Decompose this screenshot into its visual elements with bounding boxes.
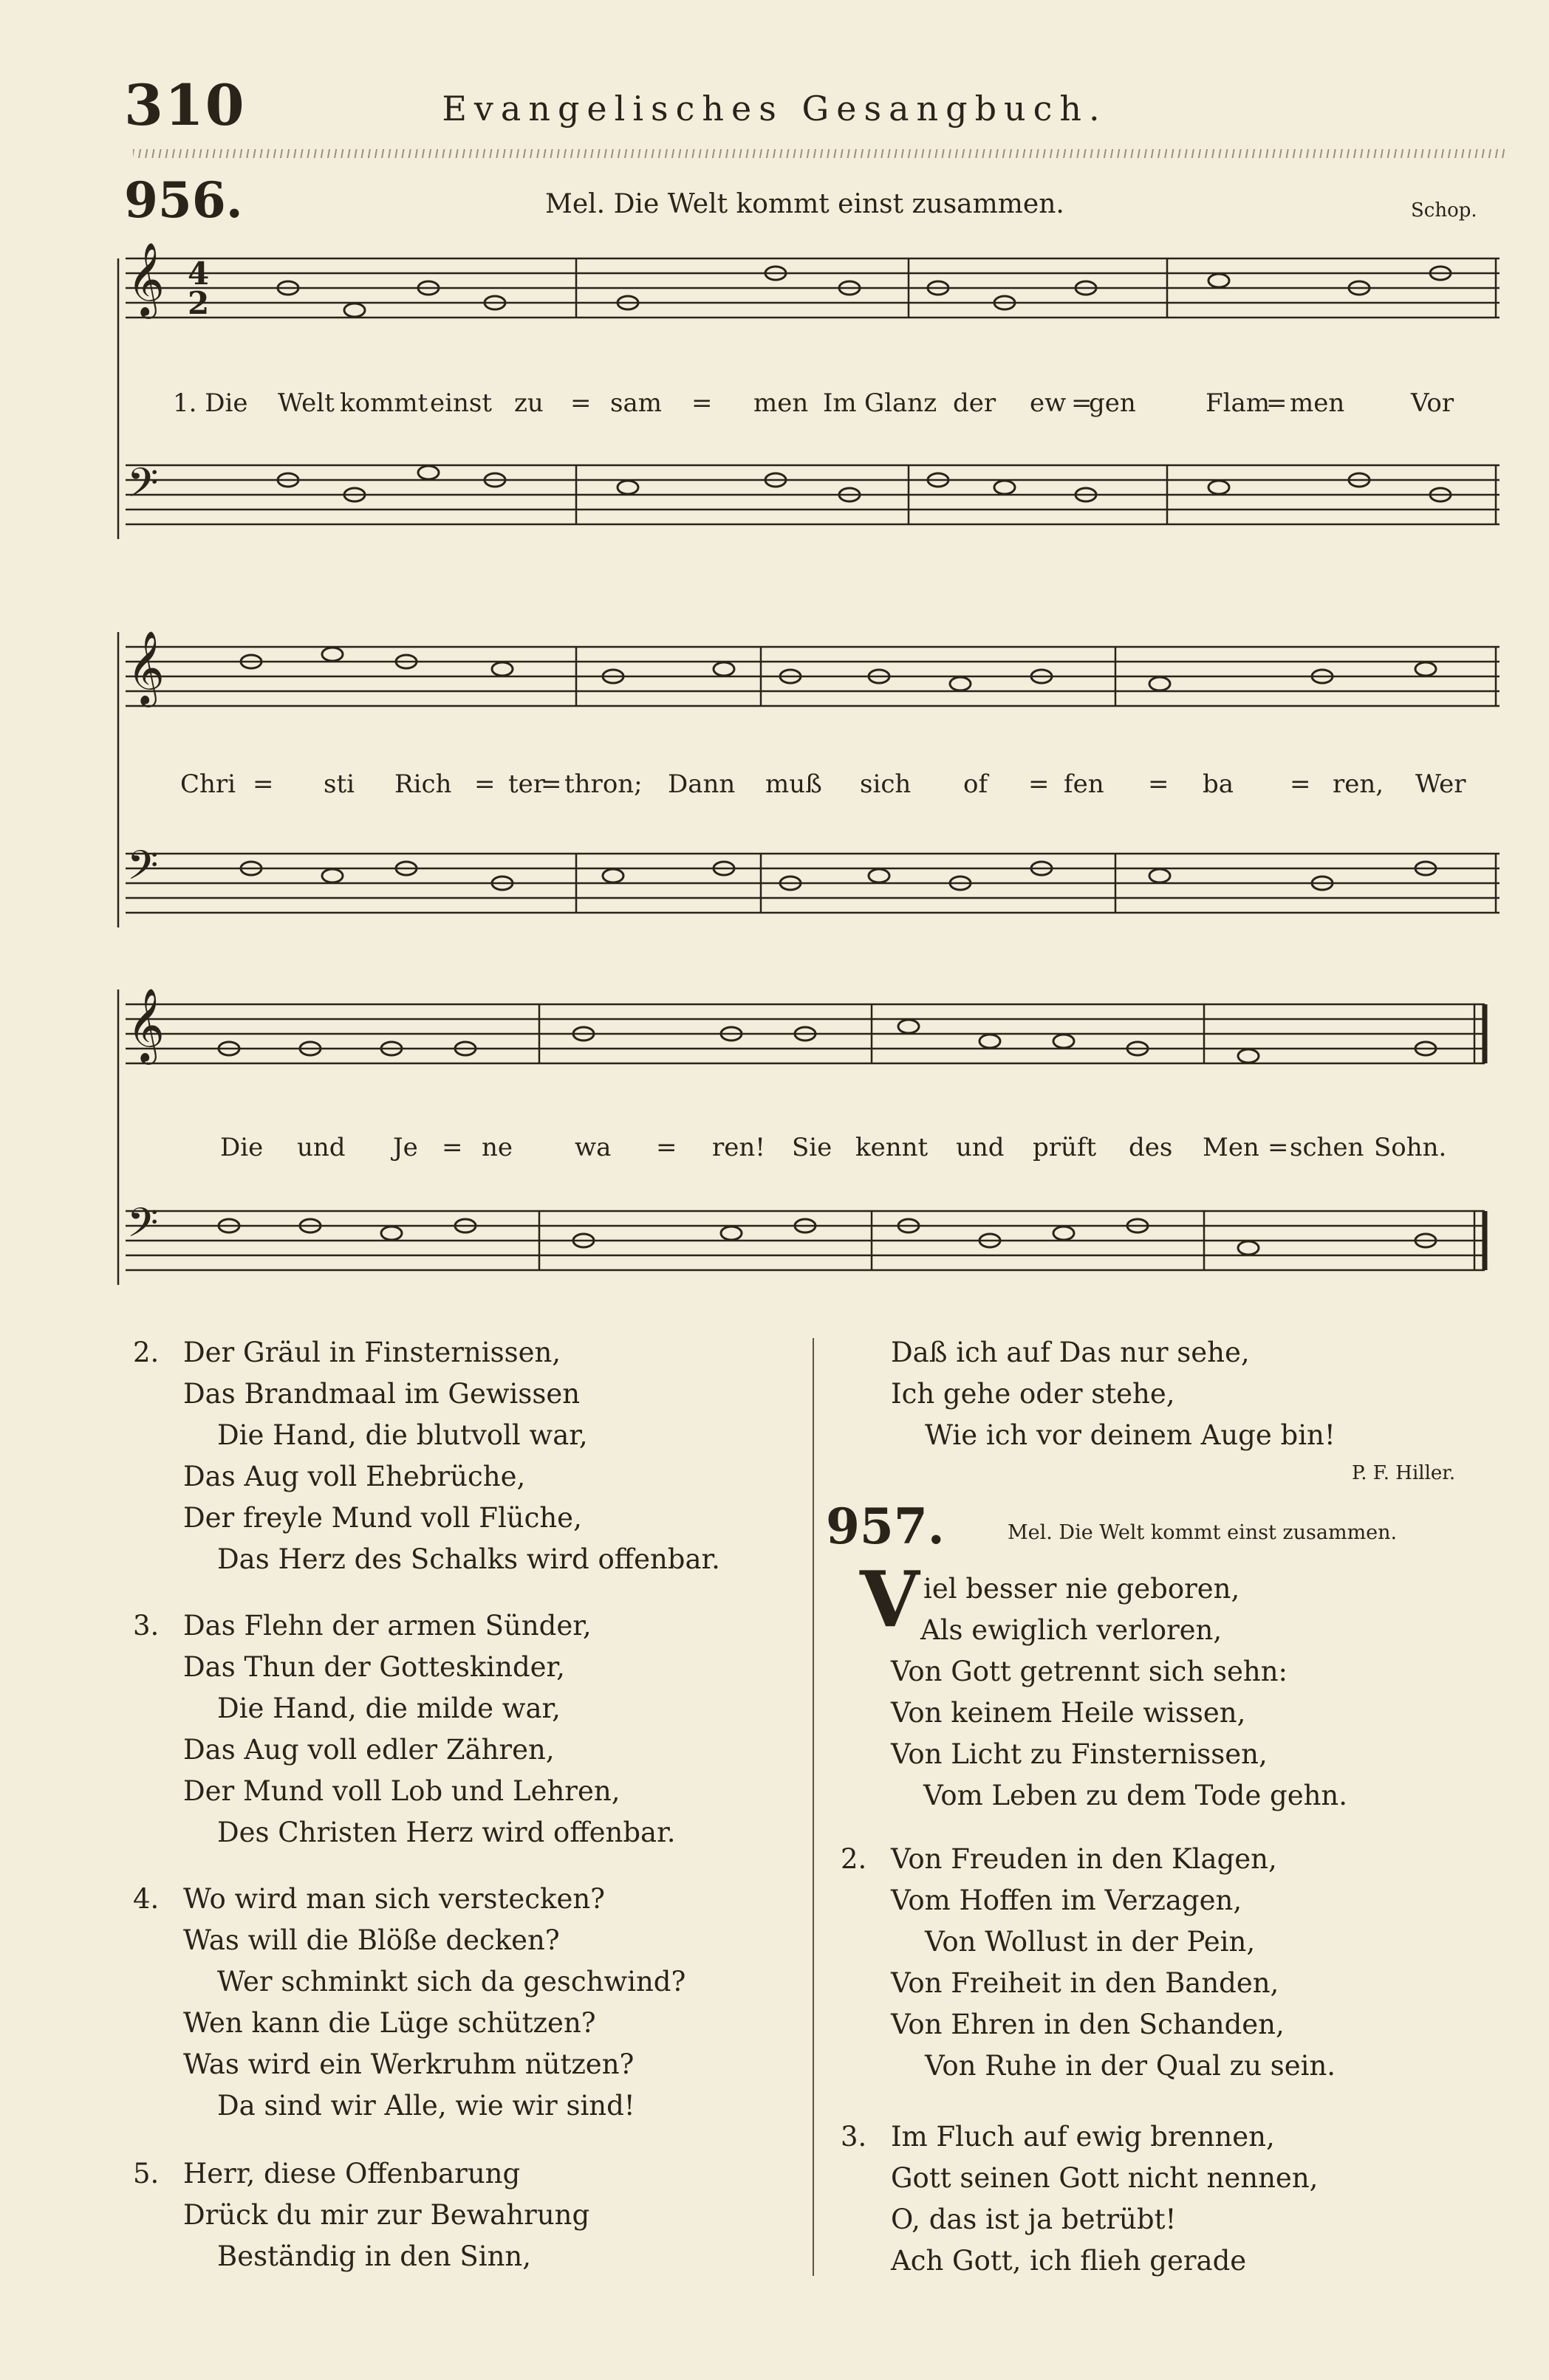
lyric-syllable: der [953,388,996,418]
verse-number: 3. [841,2121,867,2153]
verse-5 [133,2153,590,2277]
bass-clef-icon: 𝄢 [127,459,159,516]
verse-line: Von Ruhe in der Qual zu sein. [925,2050,1336,2082]
verse-line: Wo wird man sich verstecken? [183,1883,606,1915]
verse-4 [133,1879,686,2127]
lyric-syllable: Glanz [864,388,937,418]
verse-line: Drück du mir zur Bewahrung [183,2199,590,2231]
lyric-syllable: of [963,769,988,799]
treble-clef-icon: 𝄞 [127,631,165,704]
verse-number: 5. [133,2158,160,2189]
column-divider [813,1338,814,2276]
lyric-syllable: thron; [564,769,643,799]
lyric-syllable: zu [514,388,544,418]
lyric-syllable: ren, [1333,769,1384,799]
lyric-syllable: Sohn. [1374,1133,1447,1162]
lyric-syllable: muß [765,769,822,799]
lyric-syllable: kennt [855,1133,929,1162]
verse-line: Wie ich vor deinem Auge bin! [925,1419,1336,1451]
lyric-syllable: = [1071,388,1092,418]
verse-line: Das Herz des Schalks wird offenbar. [217,1543,720,1575]
treble-clef-icon: 𝄞 [127,242,165,316]
verse-line: Das Thun der Gotteskinder, [183,1651,565,1683]
lyric-syllable: wa [575,1133,612,1162]
hymn-number-956: 956. [124,171,243,229]
lyric-syllable: 1. Die [173,388,248,418]
lyric-syllable: ter [508,769,546,799]
lyric-syllable: des [1129,1133,1173,1162]
lyric-syllable: ren! [712,1133,765,1162]
lyric-syllable: und [956,1133,1005,1162]
verse-line: Was will die Blöße decken? [183,1924,560,1956]
verse-line: Was wird ein Werkruhm nützen? [183,2048,635,2080]
verse-line: O, das ist ja betrübt! [891,2204,1177,2235]
verse-number: 2. [133,1337,160,1368]
verse-line: Von Ehren in den Schanden, [891,2009,1285,2040]
lyric-syllable: = [570,388,592,418]
lyrics-system-3 [220,1133,1520,1165]
lyric-syllable: = [656,1133,677,1162]
verse-line: Vom Hoffen im Verzagen, [891,1885,1242,1916]
verse-line: Gott seinen Gott nicht nennen, [891,2162,1319,2194]
lyric-syllable: sti [324,769,355,799]
lyric-syllable: Rich [394,769,452,799]
verse-line: Von Wollust in der Pein, [925,1926,1256,1958]
verse-number: 4. [133,1883,160,1915]
lyric-syllable: Sie [792,1133,832,1162]
verse-line: Das Brandmaal im Gewissen [183,1378,581,1410]
verse-2 [133,1332,720,1580]
lyric-syllable: Je [393,1133,418,1162]
verse-line: Die Hand, die milde war, [217,1693,561,1724]
composer-name: Schop. [1411,199,1477,222]
lyric-syllable: men [1290,388,1345,418]
lyric-syllable: Chri [180,769,236,799]
verse-line: Das Aug voll Ehebrüche, [183,1461,526,1492]
melody-note-957: Mel. Die Welt kommt einst zusammen. [1008,1521,1398,1544]
verse-number: 3. [133,1610,160,1642]
verse-line: Beständig in den Sinn, [217,2240,531,2272]
verse-line: Die Hand, die blutvoll war, [217,1419,588,1451]
hymn-number-957: 957. [826,1498,945,1555]
treble-clef-icon: 𝄞 [127,988,165,1062]
lyric-syllable: Dann [668,769,736,799]
lyric-syllable: Vor [1411,388,1454,418]
lyric-syllable: = [1266,388,1288,418]
lyric-syllable: Welt [278,388,335,418]
lyric-syllable: = [1290,769,1311,799]
lyric-syllable: men [753,388,809,418]
drop-cap: V [860,1554,920,1645]
hymn-957-verse-3 [841,2116,1319,2282]
lyric-syllable: sam [610,388,662,418]
lyric-syllable: = [442,1133,463,1162]
time-signature-top: 4 [188,256,210,292]
lyric-syllable: = [253,769,274,799]
lyric-syllable: kommt [340,388,428,418]
verse-line: Der Mund voll Lob und Lehren, [183,1775,620,1807]
time-signature-bottom: 2 [188,285,210,321]
verse-line: Das Flehn der armen Sünder, [183,1610,592,1642]
verse-line: Ach Gott, ich flieh gerade [891,2245,1247,2277]
lyric-syllable: = [474,769,496,799]
verse-line: Von Gott getrennt sich sehn: [891,1656,1288,1687]
melody-note-956: Mel. Die Welt kommt einst zusammen. [545,189,1064,219]
hymn-957-verse-2 [841,1839,1336,2087]
verse-line: Daß ich auf Das nur sehe, [891,1337,1250,1368]
lyric-syllable: fen [1064,769,1104,799]
bass-clef-icon: 𝄢 [127,1199,159,1256]
verse-line: Als ewiglich verloren, [920,1614,1223,1646]
page-number: 310 [124,72,246,138]
bass-clef-icon: 𝄢 [127,842,159,899]
lyric-syllable: ne [482,1133,513,1162]
lyric-syllable: sich [860,769,912,799]
lyric-syllable: Flam [1206,388,1270,418]
lyric-syllable: ba [1203,769,1234,799]
lyric-syllable: Die [220,1133,264,1162]
verse-line: Ich gehe oder stehe, [891,1378,1175,1410]
verse-line: Vom Leben zu dem Tode gehn. [923,1780,1348,1811]
verse-line: Von Freiheit in den Banden, [891,1967,1279,1999]
verse-line: Des Christen Herz wird offenbar. [217,1817,676,1848]
lyric-syllable: = [541,769,562,799]
verse-line: Im Fluch auf ewig brennen, [891,2121,1275,2153]
author-name: P. F. Hiller. [1352,1462,1456,1484]
verse-line: Von keinem Heile wissen, [891,1697,1246,1729]
verse-line: Das Aug voll edler Zähren, [183,1734,555,1766]
lyric-syllable: Wer [1415,769,1466,799]
verse-line: iel besser nie geboren, [923,1573,1240,1605]
verse-number: 2. [841,1843,867,1875]
lyric-syllable: prüft [1033,1133,1097,1162]
lyric-syllable: = [691,388,713,418]
verse-line: Der freyle Mund voll Flüche, [183,1502,582,1534]
lyric-syllable: einst [430,388,493,418]
lyric-syllable: ew [1030,388,1067,418]
lyrics-system-1 [173,388,1502,421]
lyrics-system-2 [180,769,1510,802]
lyric-syllable: Men [1203,1133,1259,1162]
lyric-syllable: und [297,1133,346,1162]
hymn-957-verse-1 [891,1568,1348,1817]
verse-line: Von Licht zu Finsternissen, [891,1738,1268,1770]
verse-line: Von Freuden in den Klagen, [891,1843,1277,1875]
lyric-syllable: schen [1290,1133,1364,1162]
lyric-syllable: = [1268,1133,1289,1162]
lyric-syllable: = [1148,769,1169,799]
lyric-syllable: gen [1089,388,1136,418]
header-rule [133,149,1507,158]
verse-line: Wen kann die Lüge schützen? [183,2007,596,2039]
verse-line: Wer schminkt sich da geschwind? [217,1966,686,1997]
lyric-syllable: Im [823,388,857,418]
verse-line: Herr, diese Offenbarung [183,2158,521,2189]
running-head: Evangelisches Gesangbuch. [442,89,1107,128]
verse-3 [133,1605,676,1853]
lyric-syllable: = [1028,769,1050,799]
verse-5-continuation [891,1332,1336,1456]
verse-line: Da sind wir Alle, wie wir sind! [217,2090,635,2122]
verse-line: Der Gräul in Finsternissen, [183,1337,561,1368]
